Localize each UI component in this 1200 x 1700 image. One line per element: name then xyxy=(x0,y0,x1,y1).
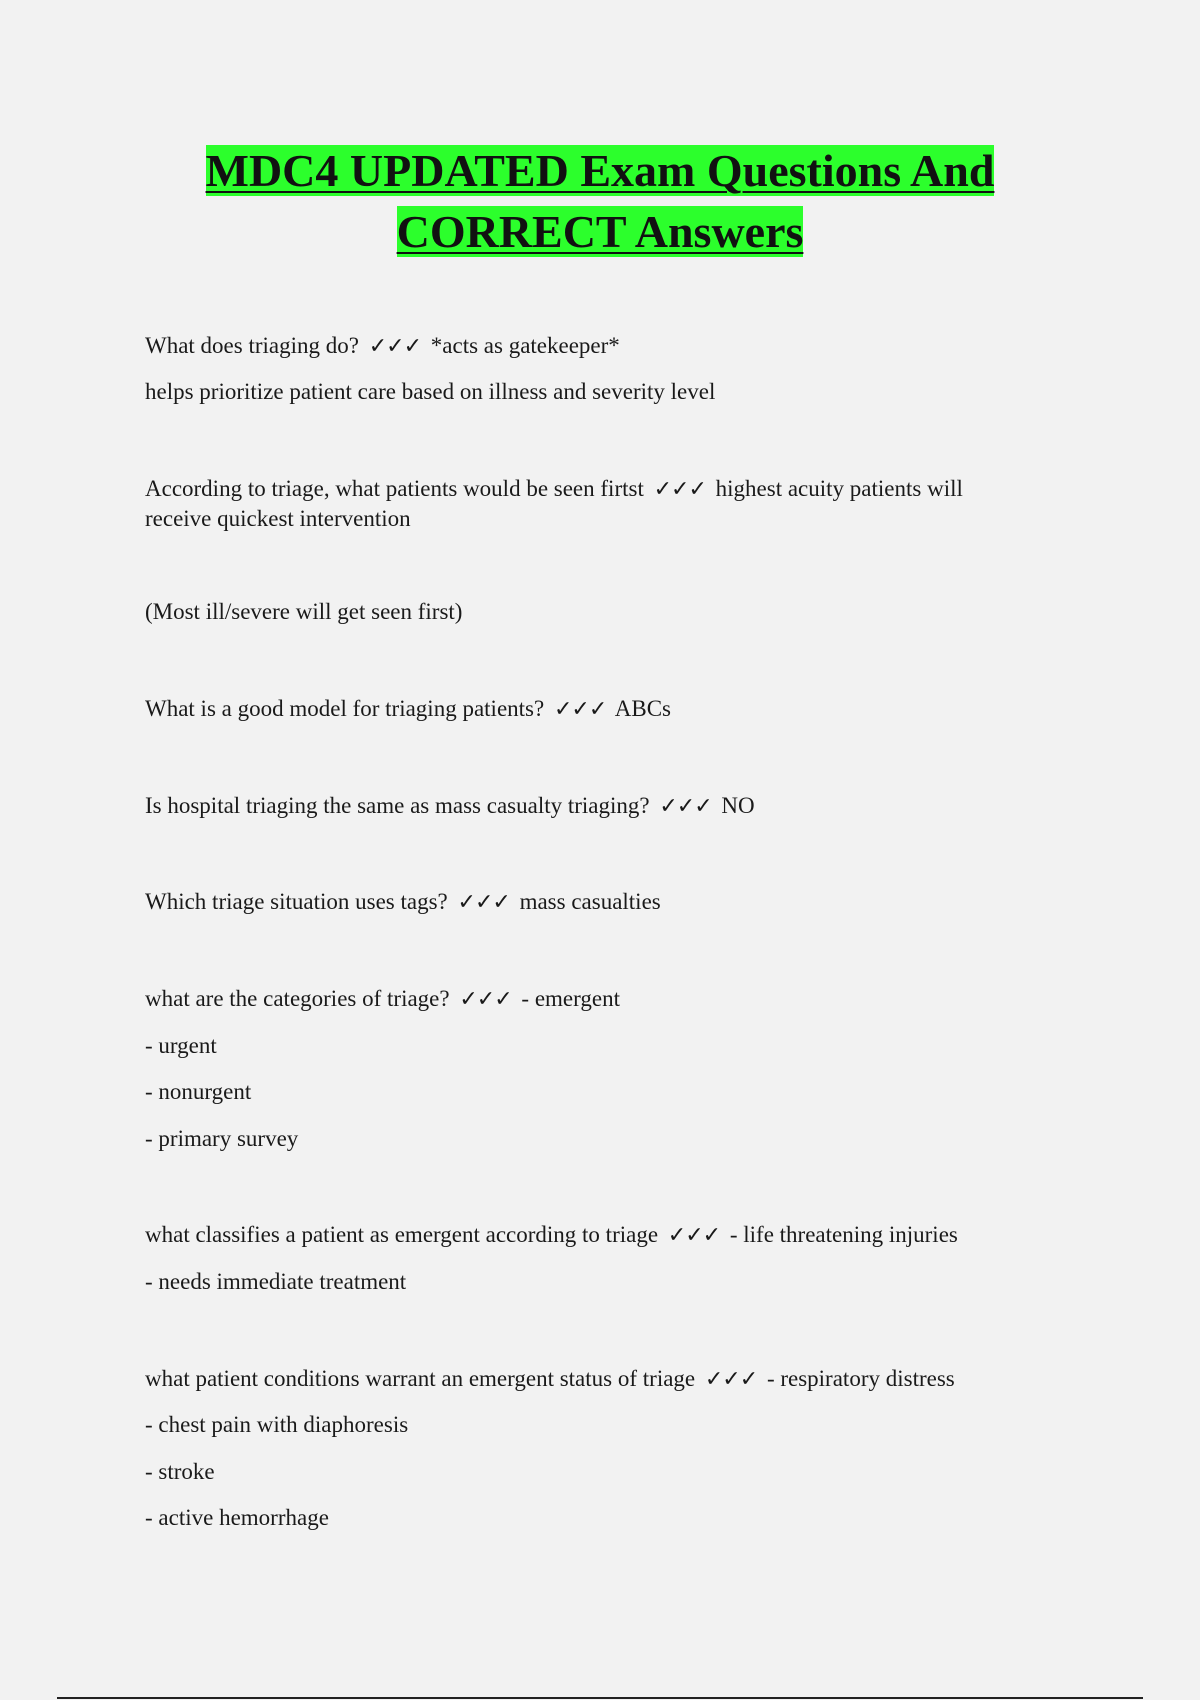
answer-text: - respiratory distress xyxy=(766,1366,955,1391)
question-text: Is hospital triaging the same as mass casualty triaging? xyxy=(145,793,650,818)
check-marks-icon: ✓✓✓ xyxy=(659,794,712,819)
qa-question-line xyxy=(145,984,1045,1015)
title-line-1: MDC4 UPDATED Exam Questions And xyxy=(205,145,995,196)
answer-continuation-line: - primary survey xyxy=(145,1126,299,1151)
check-marks-icon: ✓✓✓ xyxy=(653,477,706,502)
answer-continuation-line: - active hemorrhage xyxy=(145,1505,329,1530)
question-text: what classifies a patient as emergent according to triage xyxy=(145,1222,659,1247)
answer-continuation-line: - chest pain with diaphoresis xyxy=(145,1412,409,1437)
answer-text: - life threatening injuries xyxy=(729,1222,958,1247)
answer-continuation-line: (Most ill/severe will get seen first) xyxy=(145,599,463,624)
qa-question-line xyxy=(145,694,1045,725)
answer-continuation-line: - nonurgent xyxy=(145,1079,252,1104)
question-text: what are the categories of triage? xyxy=(145,986,450,1011)
answer-continuation-line: - urgent xyxy=(145,1033,217,1058)
check-marks-icon: ✓✓✓ xyxy=(368,334,422,359)
question-text: Which triage situation uses tags? xyxy=(145,889,448,914)
question-text: What is a good model for triaging patients? xyxy=(145,696,545,721)
check-marks-icon: ✓✓✓ xyxy=(459,987,512,1012)
question-text: According to triage, what patients would be seen firtst xyxy=(145,476,644,501)
qa-question-line xyxy=(145,1220,1045,1251)
answer-continuation-line: - needs immediate treatment xyxy=(145,1269,407,1294)
qa-question-line xyxy=(145,887,1045,918)
answer-continuation-line: - stroke xyxy=(145,1459,215,1484)
answer-continuation-line: helps prioritize patient care based on illness and severity level xyxy=(145,379,716,404)
footer-divider xyxy=(57,1697,1143,1699)
document-title xyxy=(120,140,1080,262)
check-marks-icon: ✓✓✓ xyxy=(457,890,510,915)
question-text: what patient conditions warrant an emergent status of triage xyxy=(145,1366,696,1391)
answer-text: NO xyxy=(721,793,755,818)
qa-question-line xyxy=(145,331,1045,362)
answer-continuation-line: receive quickest intervention xyxy=(145,506,411,531)
title-line-2: CORRECT Answers xyxy=(396,206,804,257)
check-marks-icon: ✓✓✓ xyxy=(553,697,607,722)
answer-text: *acts as gatekeeper* xyxy=(430,333,620,358)
answer-text: highest acuity patients will xyxy=(715,476,963,501)
answer-text: - emergent xyxy=(521,986,620,1011)
check-marks-icon: ✓✓✓ xyxy=(667,1223,721,1248)
question-text: What does triaging do? xyxy=(145,333,359,358)
answer-text: ABCs xyxy=(614,696,671,721)
qa-question-line xyxy=(145,474,1045,505)
qa-question-line xyxy=(145,1364,1045,1395)
qa-question-line xyxy=(145,791,1045,822)
check-marks-icon: ✓✓✓ xyxy=(704,1367,758,1392)
answer-text: mass casualties xyxy=(519,889,661,914)
